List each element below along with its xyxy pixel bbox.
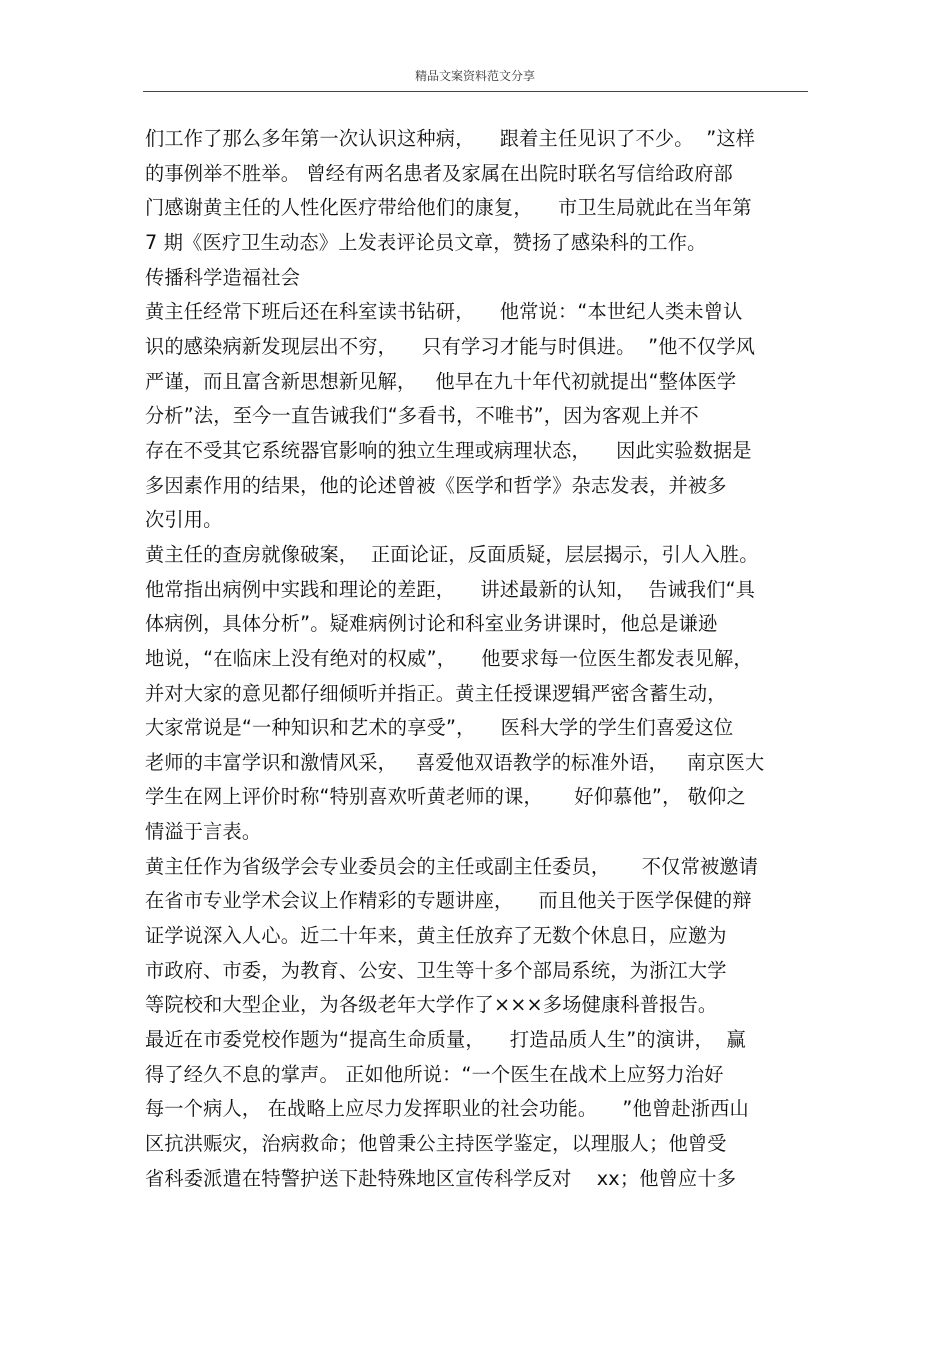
header-divider	[143, 91, 808, 92]
text-line: 黄主任经常下班后还在科室读书钻研， 他常说：“本世纪人类未曾认	[145, 300, 743, 324]
text-line: 分析”法，至今一直告诫我们“多看书，不唯书”，因为客观上并不	[145, 404, 699, 428]
text-line: 他常指出病例中实践和理论的差距， 讲述最新的认知， 告诫我们“具	[145, 577, 756, 601]
text-line: 的事例举不胜举。 曾经有两名患者及家属在出院时联名写信给政府部	[145, 161, 733, 185]
text-line: 门感谢黄主任的人性化医疗带给他们的康复， 市卫生局就此在当年第	[145, 196, 752, 220]
body-text	[145, 122, 825, 1196]
text-line: 地说，“在临床上没有绝对的权威”， 他要求每一位医生都发表见解，	[145, 646, 753, 670]
text-line: 多因素作用的结果，他的论述曾被《医学和哲学》杂志发表，并被多	[145, 473, 727, 497]
text-line: 黄主任作为省级学会专业委员会的主任或副主任委员， 不仅常被邀请	[145, 854, 759, 878]
text-line: 并对大家的意见都仔细倾听并指正。黄主任授课逻辑严密含蓄生动，	[145, 681, 727, 705]
page-header: 精品文案资料范文分享	[414, 69, 535, 83]
text-line: 学生在网上评价时称“特别喜欢听黄老师的课， 好仰慕他”， 敬仰之	[145, 785, 746, 809]
section-heading: 传播科学造福社会	[145, 265, 301, 289]
text-line: 大家常说是“一种知识和艺术的享受”， 医科大学的学生们喜爱这位	[145, 716, 734, 740]
text-line: 7 期《医疗卫生动态》上发表评论员文章，赞扬了感染科的工作。	[145, 230, 707, 254]
text-line: 得了经久不息的掌声。 正如他所说：“一个医生在战术上应努力治好	[145, 1062, 724, 1086]
text-line: 证学说深入人心。近二十年来，黄主任放弃了无数个休息日，应邀为	[145, 924, 727, 948]
text-line: 们工作了那么多年第一次认识这种病， 跟着主任见识了不少。 ”这样	[145, 127, 756, 150]
text-line: 在省市专业学术会议上作精彩的专题讲座， 而且他关于医学保健的辩	[145, 889, 752, 913]
text-line: 最近在市委党校作题为“提高生命质量， 打造品质人生”的演讲， 赢	[145, 1028, 746, 1052]
text-line: 严谨，而且富含新思想新见解， 他早在九十年代初就提出“整体医学	[145, 369, 737, 393]
text-line: 存在不受其它系统器官影响的独立生理或病理状态， 因此实验数据是	[145, 438, 752, 462]
text-line: 每一个病人， 在战略上应尽力发挥职业的社会功能。 ”他曾赴浙西山	[145, 1097, 749, 1121]
text-line: 区抗洪赈灾，治病救命；他曾秉公主持医学鉴定，以理服人；他曾受	[145, 1132, 727, 1156]
text-line: 市政府、市委，为教育、公安、卫生等十多个部局系统，为浙江大学	[145, 958, 727, 982]
text-line: 体病例，具体分析”。疑难病例讨论和科室业务讲课时，他总是谦逊	[145, 612, 718, 636]
text-line: 情溢于言表。	[145, 820, 262, 844]
text-line: 黄主任的查房就像破案， 正面论证，反面质疑，层层揭示，引人入胜。	[145, 542, 759, 566]
text-line: 老师的丰富学识和激情风采， 喜爱他双语教学的标准外语， 南京医大	[145, 750, 765, 774]
text-line: 等院校和大型企业，为各级老年大学作了×××多场健康科普报告。	[145, 993, 718, 1017]
text-line: 次引用。	[145, 508, 223, 532]
text-line: 识的感染病新发现层出不穷， 只有学习才能与时俱进。 ”他不仅学风	[145, 334, 756, 358]
text-line: 省科委派遣在特警护送下赴特殊地区宣传科学反对 xx；他曾应十多	[145, 1166, 737, 1190]
